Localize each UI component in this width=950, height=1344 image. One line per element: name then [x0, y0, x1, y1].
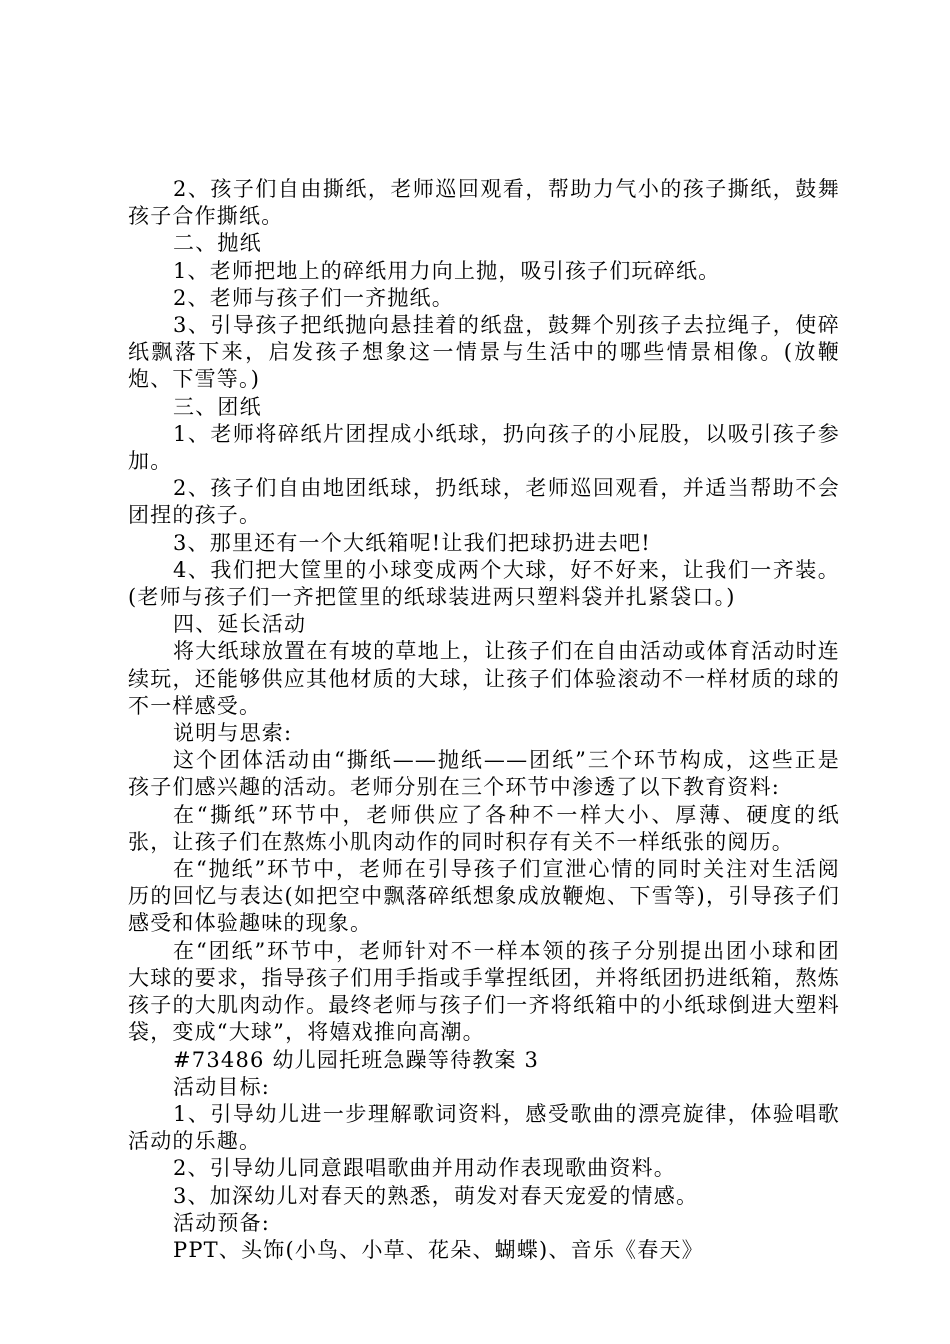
section-heading-reflection: 说明与思索:	[173, 721, 293, 746]
section-heading-objectives: 活动目标:	[173, 1074, 271, 1099]
paragraph-ball-3: 3、那里还有一个大纸箱呢!让我们把球扔进去吧!	[173, 530, 651, 555]
paragraph-objective-1: 1、引导幼儿进一步理解歌词资料，感受歌曲的漂亮旋律，体验唱歌活动的乐趣。	[128, 1101, 840, 1154]
document-body	[128, 176, 840, 1264]
paragraph-extension: 将大纸球放置在有坡的草地上，让孩子们在自由活动或体育活动时连续玩，还能够供应其他材质的大球，让孩子们体验滚动不一样材质的球的不一样感受。	[128, 639, 840, 718]
paragraph-objective-3: 3、加深幼儿对春天的熟悉，萌发对春天宠爱的情感。	[173, 1183, 699, 1208]
section-heading-throw-paper: 二、抛纸	[173, 231, 262, 256]
paragraph-throw-2: 2、老师与孩子们一齐抛纸。	[173, 285, 454, 310]
paragraph-reflection-intro: 这个团体活动由“撕纸——抛纸——团纸”三个环节构成，这些正是孩子们感兴趣的活动。老师分别在三个环节中渗透了以下教育资料:	[128, 748, 840, 800]
paragraph-reflection-throw: 在“抛纸”环节中，老师在引导孩子们宣泄心情的同时关注对生活阅历的回忆与表达(如把空中飘落碎纸想象成放鞭炮、下雪等)，引导孩子们感受和体验趣味的现象。	[128, 857, 840, 936]
paragraph-ball-1: 1、老师将碎纸片团捏成小纸球，扔向孩子的小屁股，以吸引孩子参加。	[128, 421, 840, 474]
paragraph-ball-4: 4、我们把大筐里的小球变成两个大球，好不好来，让我们一齐装。(老师与孩子们一齐把筐里的纸球装进两只塑料袋并扎紧袋口。)	[128, 557, 840, 610]
lesson-plan-title: #73486 幼儿园托班急躁等待教案 3	[173, 1047, 540, 1072]
paragraph-preparation: PPT、头饰(小鸟、小草、花朵、蝴蝶)、音乐《春天》	[173, 1237, 704, 1262]
section-heading-preparation: 活动预备:	[173, 1210, 271, 1235]
section-heading-ball-paper: 三、团纸	[173, 394, 262, 419]
paragraph-throw-1: 1、老师把地上的碎纸用力向上抛，吸引孩子们玩碎纸。	[173, 258, 721, 283]
paragraph-tear-free: 2、孩子们自由撕纸，老师巡回观看，帮助力气小的孩子撕纸，鼓舞孩子合作撕纸。	[128, 177, 840, 229]
paragraph-reflection-tear: 在“撕纸”环节中，老师供应了各种不一样大小、厚薄、硬度的纸张，让孩子们在熬炼小肌肉动作的同时积存有关不一样纸张的阅历。	[128, 802, 840, 854]
paragraph-reflection-ball: 在“团纸”环节中，老师针对不一样本领的孩子分别提出团小球和团大球的要求，指导孩子们用手指或手掌捏纸团，并将纸团扔进纸箱，熬炼孩子的大肌肉动作。最终老师与孩子们一齐将纸箱中的小纸球倒进大塑料袋，变成“大球”，将嬉戏推向高潮。	[128, 938, 840, 1045]
paragraph-throw-3: 3、引导孩子把纸抛向悬挂着的纸盘，鼓舞个别孩子去拉绳子，使碎纸飘落下来，启发孩子想象这一情景与生活中的哪些情景相像。(放鞭炮、下雪等。)	[128, 313, 840, 392]
paragraph-ball-2: 2、孩子们自由地团纸球，扔纸球，老师巡回观看，并适当帮助不会团捏的孩子。	[128, 476, 840, 528]
section-heading-extension: 四、延长活动	[173, 612, 307, 637]
paragraph-objective-2: 2、引导幼儿同意跟唱歌曲并用动作表现歌曲资料。	[173, 1156, 676, 1181]
